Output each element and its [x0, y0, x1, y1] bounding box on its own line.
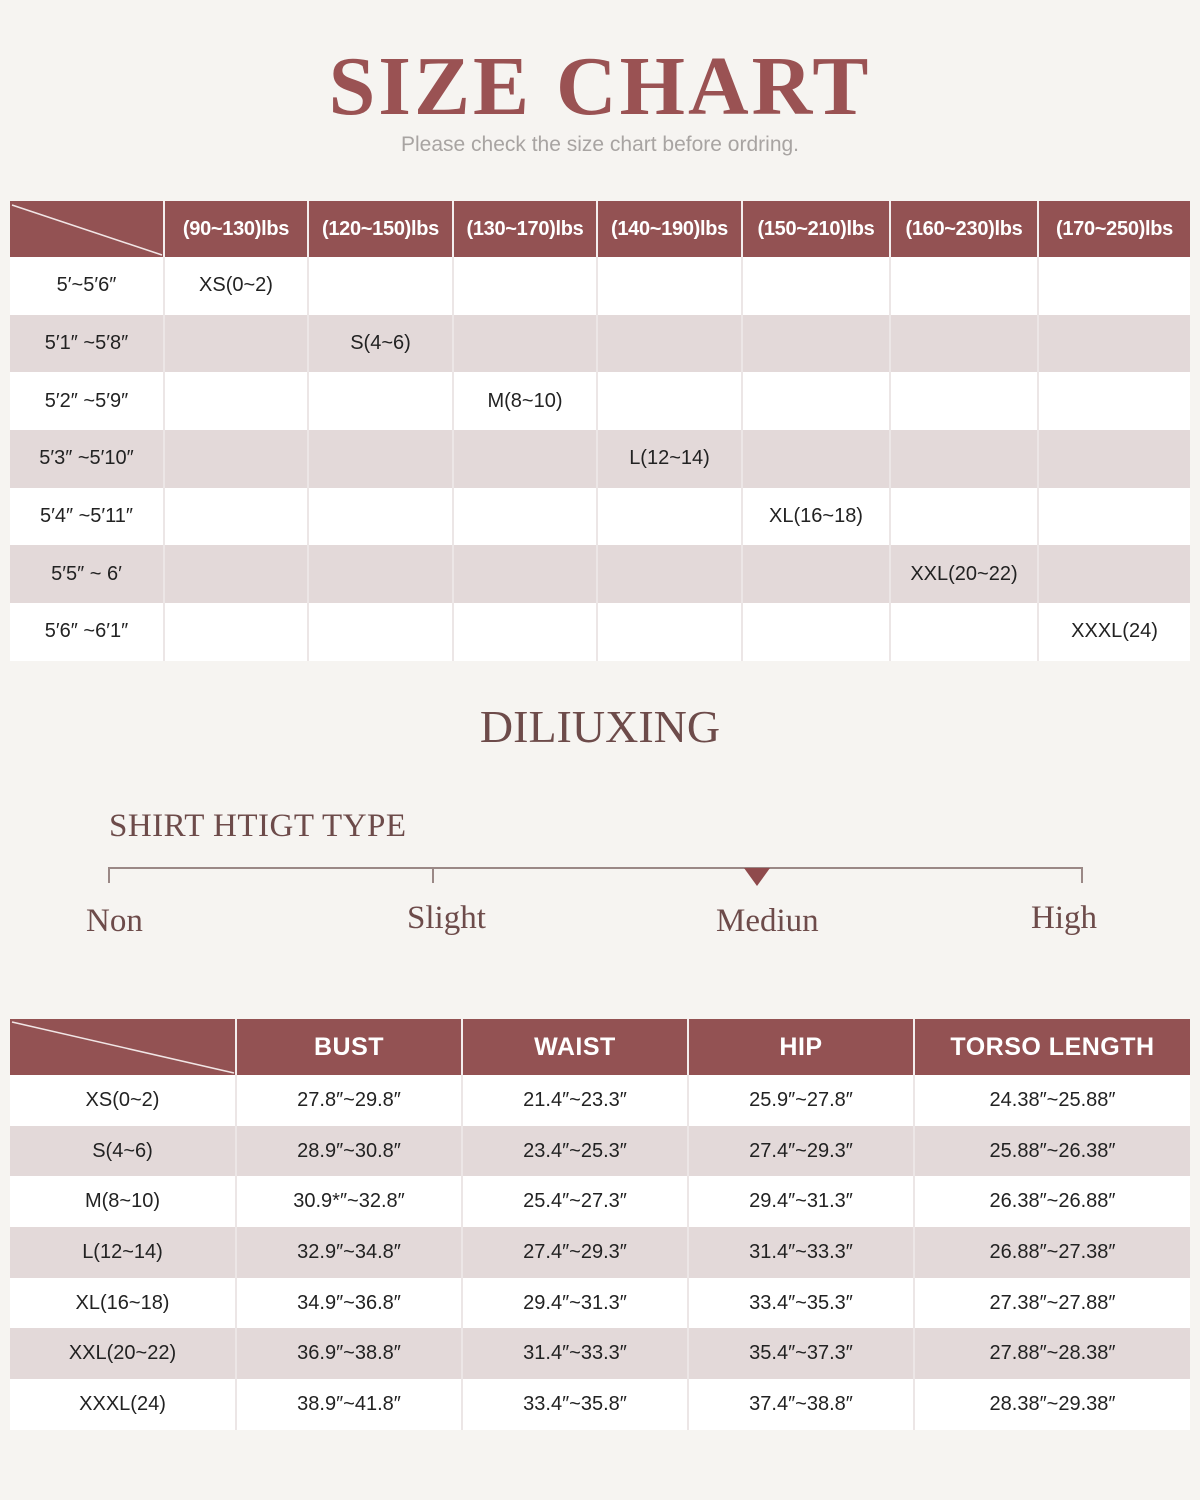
empty-cell	[164, 430, 308, 488]
stretch-label-high: High	[1031, 900, 1097, 936]
stretch-scale-tick	[432, 867, 434, 883]
height-range-cell: 5′6″ ~6′1″	[10, 603, 164, 661]
waist-cell: 27.4″~29.3″	[462, 1227, 688, 1278]
size-cell: S(4~6)	[10, 1126, 236, 1177]
bust-cell: 38.9″~41.8″	[236, 1379, 462, 1430]
empty-cell	[742, 315, 890, 373]
stretch-scale-line	[109, 867, 1083, 869]
weight-header: (160~230)lbs	[890, 201, 1038, 257]
stretch-scale-marker-icon	[744, 868, 770, 886]
table-row	[10, 1278, 1190, 1329]
hip-cell: 35.4″~37.3″	[688, 1328, 914, 1379]
hip-cell: 25.9″~27.8″	[688, 1075, 914, 1126]
height-range-cell: 5′4″ ~5′11″	[10, 488, 164, 546]
waist-cell: 29.4″~31.3″	[462, 1278, 688, 1329]
stretch-label-slight: Slight	[407, 900, 486, 936]
empty-cell	[164, 545, 308, 603]
height-table-header-row	[10, 201, 1190, 257]
empty-cell	[308, 430, 453, 488]
stretch-label-medium: Mediun	[716, 903, 819, 939]
size-cell: XXL(20~22)	[10, 1328, 236, 1379]
empty-cell	[453, 257, 597, 315]
empty-cell	[308, 372, 453, 430]
height-range-cell: 5′3″ ~5′10″	[10, 430, 164, 488]
torso-length-cell: 25.88″~26.38″	[914, 1126, 1190, 1177]
torso-length-cell: 26.38″~26.88″	[914, 1176, 1190, 1227]
size-cell: M(8~10)	[10, 1176, 236, 1227]
torso-length-cell: 24.38″~25.88″	[914, 1075, 1190, 1126]
size-cell: L(12~14)	[597, 430, 742, 488]
empty-cell	[597, 315, 742, 373]
empty-cell	[308, 603, 453, 661]
measure-header-hip: HIP	[688, 1019, 914, 1075]
empty-cell	[742, 372, 890, 430]
height-range-cell: 5′5″ ~ 6′	[10, 545, 164, 603]
empty-cell	[890, 430, 1038, 488]
empty-cell	[742, 257, 890, 315]
hip-cell: 31.4″~33.3″	[688, 1227, 914, 1278]
table-row	[10, 1328, 1190, 1379]
torso-length-cell: 26.88″~27.38″	[914, 1227, 1190, 1278]
weight-header: (120~150)lbs	[308, 201, 453, 257]
measure-header-waist: WAIST	[462, 1019, 688, 1075]
waist-cell: 23.4″~25.3″	[462, 1126, 688, 1177]
measure-table-header-row	[10, 1019, 1190, 1075]
empty-cell	[597, 545, 742, 603]
size-cell: L(12~14)	[10, 1227, 236, 1278]
empty-cell	[597, 257, 742, 315]
empty-cell	[742, 603, 890, 661]
torso-length-cell: 27.88″~28.38″	[914, 1328, 1190, 1379]
bust-cell: 28.9″~30.8″	[236, 1126, 462, 1177]
empty-cell	[453, 430, 597, 488]
stretch-scale-title: SHIRT HTIGT TYPE	[109, 808, 407, 844]
weight-header: (150~210)lbs	[742, 201, 890, 257]
bust-cell: 30.9*″~32.8″	[236, 1176, 462, 1227]
empty-cell	[742, 545, 890, 603]
table-row	[10, 488, 1190, 546]
empty-cell	[453, 603, 597, 661]
height-weight-size-table	[10, 201, 1190, 661]
page-subtitle: Please check the size chart before ordring.	[400, 133, 800, 156]
empty-cell	[597, 603, 742, 661]
measure-header-torso-length: TORSO LENGTH	[914, 1019, 1190, 1075]
empty-cell	[1038, 430, 1190, 488]
stretch-scale-tick	[108, 867, 110, 883]
empty-cell	[453, 488, 597, 546]
empty-cell	[1038, 315, 1190, 373]
empty-cell	[1038, 545, 1190, 603]
table-row	[10, 1227, 1190, 1278]
empty-cell	[308, 257, 453, 315]
empty-cell	[597, 372, 742, 430]
table-corner-diagonal	[10, 1019, 236, 1075]
table-row	[10, 1126, 1190, 1177]
table-row	[10, 315, 1190, 373]
weight-header: (130~170)lbs	[453, 201, 597, 257]
table-row	[10, 1176, 1190, 1227]
table-row	[10, 545, 1190, 603]
weight-header: (170~250)lbs	[1038, 201, 1190, 257]
size-cell: XL(16~18)	[10, 1278, 236, 1329]
empty-cell	[1038, 257, 1190, 315]
weight-header: (140~190)lbs	[597, 201, 742, 257]
height-range-cell: 5′1″ ~5′8″	[10, 315, 164, 373]
empty-cell	[308, 488, 453, 546]
hip-cell: 29.4″~31.3″	[688, 1176, 914, 1227]
size-cell: XXXL(24)	[10, 1379, 236, 1430]
empty-cell	[890, 372, 1038, 430]
hip-cell: 27.4″~29.3″	[688, 1126, 914, 1177]
size-cell: M(8~10)	[453, 372, 597, 430]
height-range-cell: 5′~5′6″	[10, 257, 164, 315]
table-row	[10, 1075, 1190, 1126]
empty-cell	[890, 488, 1038, 546]
table-row	[10, 257, 1190, 315]
empty-cell	[308, 545, 453, 603]
brand-name: DILIUXING	[479, 701, 721, 752]
empty-cell	[164, 488, 308, 546]
bust-cell: 32.9″~34.8″	[236, 1227, 462, 1278]
stretch-label-non: Non	[86, 903, 143, 939]
table-row	[10, 603, 1190, 661]
empty-cell	[890, 257, 1038, 315]
page-title: SIZE CHART	[328, 40, 872, 133]
waist-cell: 21.4″~23.3″	[462, 1075, 688, 1126]
empty-cell	[742, 430, 890, 488]
empty-cell	[1038, 372, 1190, 430]
empty-cell	[164, 315, 308, 373]
table-row	[10, 372, 1190, 430]
size-cell: XL(16~18)	[742, 488, 890, 546]
weight-header: (90~130)lbs	[164, 201, 308, 257]
bust-cell: 34.9″~36.8″	[236, 1278, 462, 1329]
waist-cell: 25.4″~27.3″	[462, 1176, 688, 1227]
empty-cell	[890, 603, 1038, 661]
empty-cell	[890, 315, 1038, 373]
waist-cell: 33.4″~35.8″	[462, 1379, 688, 1430]
table-row	[10, 430, 1190, 488]
table-row	[10, 1379, 1190, 1430]
bust-cell: 27.8″~29.8″	[236, 1075, 462, 1126]
torso-length-cell: 28.38″~29.38″	[914, 1379, 1190, 1430]
measure-header-bust: BUST	[236, 1019, 462, 1075]
size-cell: XXL(20~22)	[890, 545, 1038, 603]
hip-cell: 37.4″~38.8″	[688, 1379, 914, 1430]
torso-length-cell: 27.38″~27.88″	[914, 1278, 1190, 1329]
stretch-scale-tick	[1081, 867, 1083, 883]
size-cell: XS(0~2)	[10, 1075, 236, 1126]
empty-cell	[164, 603, 308, 661]
empty-cell	[597, 488, 742, 546]
waist-cell: 31.4″~33.3″	[462, 1328, 688, 1379]
bust-cell: 36.9″~38.8″	[236, 1328, 462, 1379]
table-corner-diagonal	[10, 201, 164, 257]
height-range-cell: 5′2″ ~5′9″	[10, 372, 164, 430]
empty-cell	[1038, 488, 1190, 546]
empty-cell	[453, 315, 597, 373]
size-cell: XXXL(24)	[1038, 603, 1190, 661]
size-cell: S(4~6)	[308, 315, 453, 373]
empty-cell	[164, 372, 308, 430]
hip-cell: 33.4″~35.3″	[688, 1278, 914, 1329]
body-measurement-table	[10, 1019, 1190, 1430]
size-cell: XS(0~2)	[164, 257, 308, 315]
empty-cell	[453, 545, 597, 603]
